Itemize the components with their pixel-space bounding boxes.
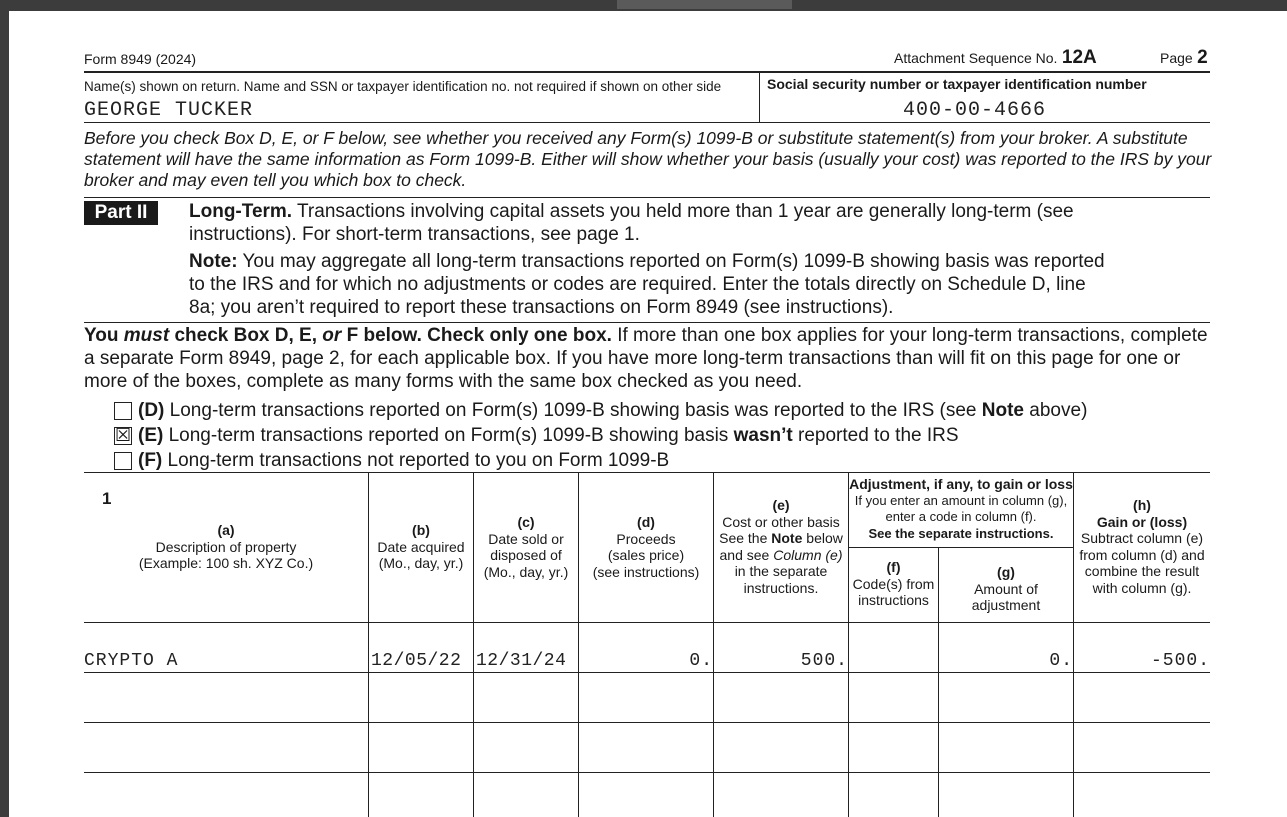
col-g-l2: adjustment [971,597,1041,613]
row-1-bottom-rule [84,672,1210,673]
intro-line-1: Before you check Box D, E, or F below, see whether you received any Form(s) 1099-B or substitute statement(s) from your broker. A substitute [84,128,1188,148]
note-line-3: 8a; you aren’t required to report these transactions on Form 8949 (see instructions). [189,297,894,318]
col-e-header [714,497,848,596]
row-3-bottom-rule [84,772,1210,773]
ssn-label: Social security number or taxpayer identification number [767,76,1147,92]
must-b2: must [123,325,170,346]
part-ii-text [189,200,1214,319]
part-ii-rule [84,322,1210,323]
form-label: Form 8949 (2024) [84,51,197,67]
box-f-text: Long-term transactions not reported to you on Form 1099-B [167,450,670,471]
attachment-number: 12A [1061,47,1097,68]
attachment-label: Attachment Sequence No. [894,50,1058,66]
col-g-l1: Amount of [974,580,1038,597]
attachment-sequence [894,47,1097,69]
must-line-3: more of the boxes, complete as many forms with the same box checked as you need. [84,371,803,392]
row-2-bottom-rule [84,722,1210,723]
box-e-letter: (E) [138,425,164,446]
name-rule [84,122,1210,123]
col-h-l5: with column (g). [1092,579,1192,596]
part-ii-badge: Part II [84,201,158,225]
col-e-l2a: See the [719,530,768,546]
col-c-l2: disposed of [490,547,562,563]
box-d-end: above) [1029,400,1088,421]
col-d-header [579,514,713,580]
col-a-l2: (Example: 100 sh. XYZ Co.) [138,555,314,571]
col-h-id: (h) [1133,497,1151,513]
col-f-l1: Code(s) from [852,575,935,592]
must-check-text [84,324,1214,393]
checkbox-f[interactable] [114,452,132,470]
name-label: Name(s) shown on return. Name and SSN or taxpayer identification no. not required if shown on other side [84,79,722,94]
intro-rule [84,197,1210,198]
col-c-id: (c) [517,514,535,530]
row-1-adjustment[interactable]: 0. [1049,651,1073,671]
col-e-note: Note [771,530,803,546]
part-ii-line-1: Transactions involving capital assets you held more than 1 year are generally long-term (see [297,201,1074,222]
col-e-l4: in the separate [734,563,828,579]
col-c-l3: (Mo., day, yr.) [483,563,569,580]
must-rest: If more than one box applies for your long-term transactions, complete [617,325,1208,346]
header-rule [84,71,1210,73]
adjustment-l3: See the separate instructions. [868,525,1054,541]
box-f-letter: (F) [138,450,163,471]
adjustment-l2: enter a code in column (f). [885,509,1037,524]
name-ssn-divider [759,72,760,123]
col-d-l1: Proceeds [616,530,676,547]
box-d-text: Long-term transactions reported on Form(s) 1099-B showing basis was reported to the IRS (see [169,400,977,421]
col-e-l3a: and see [719,546,770,563]
col-f-id: (f) [886,559,901,575]
box-d-note: Note [981,400,1025,421]
col-b-l2: (Mo., day, yr.) [378,555,464,571]
col-e-id: (e) [772,497,790,513]
part-ii-title: Long-Term. [189,201,293,222]
col-g-header [939,564,1073,614]
page-label: Page [1160,50,1193,66]
box-e-end: reported to the IRS [798,425,959,446]
checkbox-d[interactable] [114,402,132,420]
col-a-header [84,522,368,572]
box-d-letter: (D) [138,400,165,421]
note-label: Note: [189,251,238,272]
box-e-bold: wasn’t [733,425,793,446]
col-a-id: (a) [217,522,235,538]
box-d-label [138,399,1087,422]
taxpayer-name: GEORGE TUCKER [84,99,254,122]
col-d-id: (d) [637,514,655,530]
row-1-date-sold[interactable]: 12/31/24 [476,651,567,671]
note-line-2: to the IRS and for which no adjustments or codes are required. Enter the totals directly on Schedule D, line [189,274,1086,295]
box-e-label [138,424,959,447]
col-f-l2: instructions [858,592,929,608]
col-c-l1: Date sold or [488,530,564,547]
page-number [1160,47,1208,69]
box-f-label [138,449,669,472]
adjustment-subheader-rule [848,547,1073,548]
intro-line-3: broker and may even tell you which box to check. [84,170,467,190]
col-c-header [474,514,578,580]
ssn-value: 400-00-4666 [903,99,1047,122]
adjustment-title: Adjustment, if any, to gain or loss [849,476,1073,492]
col-b-l1: Date acquired [377,538,465,555]
row-1-description[interactable]: CRYPTO A [84,651,179,671]
row-1-proceeds[interactable]: 0. [689,651,713,671]
checkbox-e[interactable]: ☒ [115,425,132,446]
adjustment-header [849,476,1073,542]
col-e-l3b: Column (e) [773,546,843,563]
col-f-header [849,559,938,609]
line-number: 1 [102,489,112,508]
col-b-header [369,522,473,572]
part-ii-line-2: instructions). For short-term transactions, see page 1. [189,224,640,245]
note-line-1: You may aggregate all long-term transactions reported on Form(s) 1099-B showing basis was reported [242,251,1105,272]
intro-text [84,128,1214,191]
viewer-tab-strip [617,0,792,9]
col-h-l4: combine the result [1084,563,1200,579]
col-h-header [1074,497,1210,596]
adjustment-l1: If you enter an amount in column (g), [854,492,1068,508]
row-1-date-acquired[interactable]: 12/05/22 [371,651,462,671]
intro-line-2: statement will have the same information as Form 1099-B. Either will show whether your basis (usually your cost) was reported to the IRS by your [84,149,1212,169]
col-e-l2c: below [806,530,843,546]
must-line-2: a separate Form 8949, page 2, for each applicable box. If you have more long-term transactions than will fit on this page for one or [84,348,1181,369]
box-e-text: Long-term transactions reported on Form(s) 1099-B showing basis [168,425,729,446]
col-d-l2: (sales price) [607,547,685,563]
col-e-l1: Cost or other basis [722,513,840,530]
form-page [9,11,1287,817]
col-h-l1: Gain or (loss) [1096,513,1188,530]
col-g-id: (g) [997,564,1015,580]
col-h-l3: from column (d) and [1079,546,1205,563]
page-value: 2 [1197,47,1208,68]
col-d-l3: (see instructions) [592,563,700,580]
row-1-gain-loss[interactable]: -500. [1150,651,1210,671]
col-h-l2: Subtract column (e) [1080,530,1204,546]
table-header-bottom-rule [84,622,1210,623]
must-b1: You [84,325,119,346]
row-1-cost-basis[interactable]: 500. [800,651,848,671]
must-b3: check Box D, E, [174,325,318,346]
col-e-l5: instructions. [743,579,819,596]
col-b-id: (b) [412,522,430,538]
must-b4: or [322,325,342,346]
must-b5: F below. Check only one box. [346,325,612,346]
table-top-rule [84,472,1210,473]
col-a-l1: Description of property [155,538,297,555]
